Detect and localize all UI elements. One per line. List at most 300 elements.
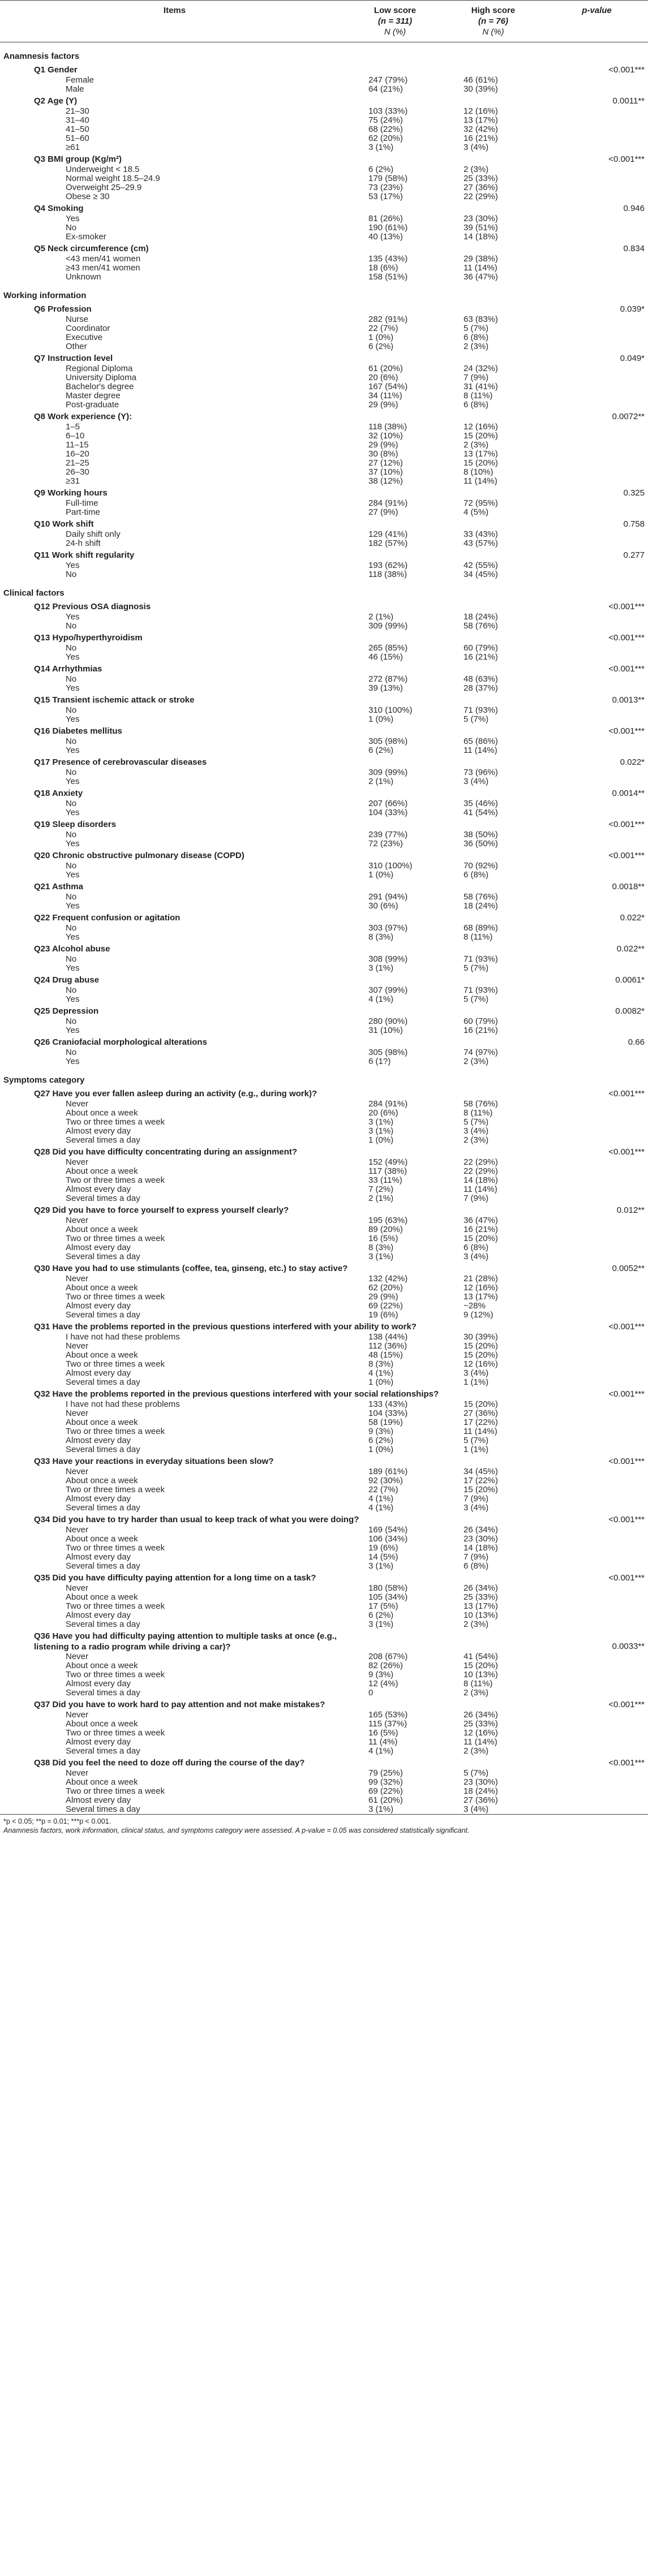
section-row [0,579,648,600]
category-row [0,530,648,539]
category-row [0,432,648,441]
category-label: Post-graduate [66,400,119,410]
category-row [0,737,648,746]
high-score-value: ~28% [464,1301,486,1311]
high-score-value: 22 (29%) [464,192,498,201]
header-low-n: (n = 311) [377,16,413,26]
low-score-value: 72 (23%) [368,839,403,848]
category-row [0,684,648,693]
question-label: Q37 Did you have to work hard to pay attention and not make mistakes? [34,1700,325,1709]
category-label: Almost every day [66,1368,131,1378]
question-row [0,302,648,315]
category-label: <43 men/41 women [66,254,141,264]
question-label: Q1 Gender [34,65,78,75]
section-row [0,282,648,302]
question-high-empty [441,786,546,799]
question-p-value: 0.758 [623,519,645,529]
category-label: 41–50 [66,124,89,134]
category-p-empty [546,737,648,746]
low-score-value: 2 (1%) [368,777,394,786]
category-p-empty [546,468,648,477]
question-p-value: <0.001*** [608,820,645,829]
category-label: ≥43 men/41 women [66,263,140,273]
question-high-empty [441,880,546,893]
category-p-empty [546,539,648,548]
low-score-value: 64 (21%) [368,84,403,94]
question-high-empty [441,63,546,76]
header-p-value [546,1,648,42]
category-p-empty [546,933,648,942]
high-score-value: 15 (20%) [464,431,498,441]
high-score-value: 18 (24%) [464,901,498,911]
category-p-empty [546,777,648,786]
low-score-value: 152 (49%) [368,1157,408,1167]
low-score-value: 38 (12%) [368,476,403,486]
high-score-value: 25 (33%) [464,1719,498,1729]
category-row [0,459,648,468]
question-label: Q25 Depression [34,1006,99,1016]
question-p-value: <0.001*** [608,1515,645,1524]
category-p-empty [546,1679,648,1688]
question-low-empty [349,1629,441,1652]
high-score-value: 16 (21%) [464,1225,498,1234]
header-items: Items [0,1,349,42]
low-score-value: 34 (11%) [368,391,402,400]
category-p-empty [546,995,648,1004]
category-row [0,1562,648,1571]
question-low-empty [349,302,441,315]
question-p-value: 0.0052** [612,1264,645,1273]
question-row [0,1087,648,1100]
high-score-value: 13 (17%) [464,115,498,125]
category-label: Almost every day [66,1301,131,1311]
high-score-value: 5 (7%) [464,324,489,333]
low-score-value: 27 (12%) [368,458,403,468]
category-p-empty [546,1544,648,1553]
high-score-value: 34 (45%) [464,1467,498,1476]
footnote-cell [0,1815,648,1836]
category-row [0,1293,648,1302]
question-row [0,201,648,214]
low-score-value: 179 (58%) [368,174,408,183]
category-p-empty [546,1611,648,1620]
category-p-empty [546,333,648,342]
question-low-empty [349,548,441,561]
category-row [0,508,648,517]
category-label: Several times a day [66,1310,140,1320]
category-p-empty [546,273,648,282]
high-score-value: 13 (17%) [464,449,498,459]
question-high-empty [441,94,546,107]
question-low-empty [349,724,441,737]
low-score-value: 190 (61%) [368,223,408,232]
category-p-empty [546,1369,648,1378]
low-score-value: 180 (58%) [368,1583,408,1593]
category-label: No [66,954,77,964]
low-score-value: 6 (2%) [368,342,394,351]
low-score-value: 4 (1%) [368,1368,394,1378]
category-label: 11–15 [66,440,89,450]
low-score-value: 27 (9%) [368,507,398,517]
category-p-empty [546,1670,648,1679]
category-row [0,1805,648,1815]
high-score-value: 63 (83%) [464,315,498,324]
question-label: Q29 Did you have to force yourself to express yourself clearly? [34,1205,289,1215]
category-label: No [66,768,77,777]
category-label: No [66,985,77,995]
category-row [0,924,648,933]
category-p-empty [546,570,648,579]
category-label: Female [66,75,95,85]
high-score-value: 18 (24%) [464,1786,498,1796]
category-p-empty [546,1485,648,1494]
category-p-empty [546,799,648,808]
category-row [0,653,648,662]
category-p-empty [546,1553,648,1562]
category-p-empty [546,1176,648,1185]
category-p-empty [546,768,648,777]
low-score-value: 29 (9%) [368,1292,398,1302]
category-label: Several times a day [66,1194,140,1203]
category-row [0,1378,648,1387]
low-score-value: 99 (32%) [368,1777,403,1787]
category-row [0,995,648,1004]
high-score-value: 5 (7%) [464,714,489,724]
category-p-empty [546,1729,648,1738]
category-row [0,1670,648,1679]
category-p-empty [546,459,648,468]
low-score-value: 20 (6%) [368,1108,398,1118]
category-row [0,1652,648,1661]
category-p-empty [546,1216,648,1225]
question-low-empty [349,242,441,255]
question-label: Q11 Work shift regularity [34,550,135,560]
category-p-empty [546,1118,648,1127]
question-label: Q2 Age (Y) [34,96,78,106]
low-score-value: 3 (1%) [368,1252,394,1261]
high-score-value: 3 (4%) [464,1126,489,1136]
category-label: No [66,799,77,808]
question-row [0,786,648,799]
high-score-value: 32 (42%) [464,124,498,134]
category-row [0,1400,648,1409]
category-row [0,1494,648,1504]
low-score-value: 20 (6%) [368,373,398,382]
category-label: No [66,705,77,715]
category-p-empty [546,450,648,459]
category-label: Never [66,1216,89,1225]
question-p-value: 0.66 [628,1037,645,1047]
question-label: Q14 Arrhythmias [34,664,102,674]
category-p-empty [546,134,648,143]
category-row [0,1409,648,1418]
question-row [0,973,648,986]
high-score-value: 8 (11%) [464,1679,493,1688]
question-row [0,880,648,893]
category-label: 51–60 [66,133,89,143]
high-score-value: 26 (34%) [464,1710,498,1720]
question-row [0,486,648,499]
category-p-empty [546,871,648,880]
category-p-empty [546,324,648,333]
category-label: Yes [66,214,80,223]
low-score-value: 53 (17%) [368,192,403,201]
category-label: Two or three times a week [66,1485,165,1494]
question-high-empty [441,1454,546,1467]
category-p-empty [546,1769,648,1778]
category-label: Two or three times a week [66,1543,165,1553]
question-high-empty [441,1629,546,1652]
category-row [0,273,648,282]
category-row [0,342,648,351]
category-row [0,986,648,995]
category-p-empty [546,1293,648,1302]
category-p-empty [546,715,648,724]
question-row [0,1629,648,1652]
category-p-empty [546,1109,648,1118]
question-high-empty [441,942,546,955]
low-score-value: 8 (3%) [368,1243,394,1252]
high-score-value: 23 (30%) [464,1534,498,1544]
category-label: Two or three times a week [66,1670,165,1679]
high-score-value: 72 (95%) [464,498,498,508]
question-row [0,1756,648,1769]
category-p-empty [546,1787,648,1796]
category-label: About once a week [66,1418,138,1427]
question-low-empty [349,942,441,955]
high-score-value: 46 (61%) [464,75,498,85]
low-score-value: 29 (9%) [368,400,398,410]
low-score-value: 169 (54%) [368,1525,408,1535]
category-row [0,871,648,880]
category-p-empty [546,1504,648,1513]
high-score-value: 27 (36%) [464,1408,498,1418]
category-row [0,933,648,942]
category-label: Yes [66,839,80,848]
high-score-value: 30 (39%) [464,84,498,94]
low-score-value: 2 (1%) [368,1194,394,1203]
low-score-value: 132 (42%) [368,1274,408,1283]
category-row [0,183,648,192]
low-score-value: 280 (90%) [368,1016,408,1026]
category-label: Never [66,1274,89,1283]
high-score-value: 12 (16%) [464,1359,498,1369]
question-low-empty [349,755,441,768]
category-row [0,1234,648,1243]
high-score-value: 5 (7%) [464,963,489,973]
question-row [0,63,648,76]
high-score-value: 5 (7%) [464,1768,489,1778]
category-p-empty [546,1602,648,1611]
question-low-empty [349,94,441,107]
category-p-empty [546,1234,648,1243]
question-row [0,693,648,706]
question-row [0,242,648,255]
question-high-empty [441,1513,546,1526]
category-p-empty [546,1652,648,1661]
question-p-value: 0.834 [623,244,645,253]
high-score-value: 7 (9%) [464,373,489,382]
category-label: Two or three times a week [66,1117,165,1127]
low-score-value: 3 (1%) [368,1126,394,1136]
category-p-empty [546,373,648,382]
high-score-value: 2 (3%) [464,342,489,351]
question-high-empty [441,548,546,561]
category-label: Almost every day [66,1436,131,1445]
high-score-value: 11 (14%) [464,1737,497,1747]
low-score-value: 6 (2%) [368,1610,394,1620]
question-label: Q8 Work experience (Y): [34,412,132,421]
high-score-value: 12 (16%) [464,422,498,432]
high-score-value: 23 (30%) [464,214,498,223]
category-p-empty [546,499,648,508]
high-score-value: 16 (21%) [464,652,498,662]
question-p-value: 0.0072** [612,412,645,421]
section-title: Anamnesis factors [3,51,80,61]
low-score-value: 12 (4%) [368,1679,398,1688]
question-row [0,1698,648,1711]
category-p-empty [546,342,648,351]
question-label: Q23 Alcohol abuse [34,944,110,954]
high-score-value: 3 (4%) [464,143,489,152]
category-p-empty [546,477,648,486]
question-label: Q6 Profession [34,304,92,314]
category-p-empty [546,1017,648,1026]
category-row [0,174,648,183]
high-score-value: 65 (86%) [464,736,498,746]
low-score-value: 22 (7%) [368,324,398,333]
low-score-value: 18 (6%) [368,263,398,273]
question-label: Q18 Anxiety [34,789,83,798]
high-score-value: 1 (1%) [464,1377,489,1387]
header-low-score [349,1,441,42]
category-p-empty [546,1562,648,1571]
category-row [0,902,648,911]
low-score-value: 30 (6%) [368,901,398,911]
low-score-value: 118 (38%) [368,422,407,432]
category-label: Several times a day [66,1445,140,1454]
category-label: No [66,643,77,653]
category-label: Almost every day [66,1795,131,1805]
question-p-value: <0.001*** [608,726,645,736]
category-label: Regional Diploma [66,364,133,373]
category-p-empty [546,85,648,94]
category-p-empty [546,653,648,662]
category-label: Yes [66,683,80,693]
category-label: Two or three times a week [66,1786,165,1796]
category-p-empty [546,1342,648,1351]
category-row [0,125,648,134]
category-p-empty [546,1302,648,1311]
category-row [0,955,648,964]
high-score-value: 14 (18%) [464,1175,498,1185]
category-p-empty [546,1351,648,1360]
question-low-empty [349,486,441,499]
question-label: Q4 Smoking [34,204,84,213]
category-p-empty [546,382,648,391]
question-p-value: 0.022** [616,944,645,954]
category-p-empty [546,1311,648,1320]
low-score-value: 239 (77%) [368,830,408,839]
high-score-value: 8 (11%) [464,391,493,400]
high-score-value: 71 (93%) [464,705,498,715]
category-label: No [66,1016,77,1026]
high-score-value: 25 (33%) [464,174,498,183]
low-score-value: 282 (91%) [368,315,408,324]
category-row [0,839,648,848]
category-label: Never [66,1768,89,1778]
question-low-empty [349,911,441,924]
high-score-value: 7 (9%) [464,1494,489,1504]
low-score-value: 1 (0%) [368,714,394,724]
category-row [0,1796,648,1805]
high-score-value: 70 (92%) [464,861,498,871]
question-high-empty [441,1320,546,1333]
low-score-value: 310 (100%) [368,861,413,871]
low-score-value: 31 (10%) [368,1026,403,1035]
category-label: Almost every day [66,1679,131,1688]
question-p-value: <0.001*** [608,1147,645,1157]
category-p-empty [546,1057,648,1066]
high-score-value: 16 (21%) [464,1026,498,1035]
high-score-value: 38 (50%) [464,830,498,839]
category-p-empty [546,613,648,622]
low-score-value: 46 (15%) [368,652,403,662]
low-score-value: 37 (10%) [368,467,403,477]
question-high-empty [441,724,546,737]
question-label: Q15 Transient ischemic attack or stroke [34,695,195,705]
category-row [0,1593,648,1602]
category-row [0,1747,648,1756]
category-p-empty [546,561,648,570]
category-label: About once a week [66,1777,138,1787]
question-high-empty [441,1261,546,1274]
low-score-value: 284 (91%) [368,498,408,508]
category-row [0,1360,648,1369]
category-label: No [66,861,77,871]
low-score-value: 4 (1%) [368,1494,394,1504]
category-p-empty [546,423,648,432]
high-score-value: 43 (57%) [464,539,498,548]
high-score-value: 15 (20%) [464,1234,498,1243]
category-p-empty [546,1167,648,1176]
category-label: Never [66,1467,89,1476]
category-label: Yes [66,1026,80,1035]
category-p-empty [546,174,648,183]
low-score-value: 39 (13%) [368,683,403,693]
table-body [0,42,648,1815]
low-score-value: 9 (3%) [368,1427,394,1436]
category-row [0,1584,648,1593]
low-score-value: 3 (1%) [368,963,394,973]
category-label: Never [66,1525,89,1535]
high-score-value: 2 (3%) [464,440,489,450]
category-row [0,107,648,116]
low-score-value: 103 (33%) [368,106,408,116]
low-score-value: 61 (20%) [368,1795,403,1805]
high-score-value: 71 (93%) [464,985,498,995]
category-p-empty [546,1283,648,1293]
category-label: Male [66,84,84,94]
category-row [0,116,648,125]
header-high-unit: N (%) [482,27,504,37]
category-label: Almost every day [66,1184,131,1194]
category-label: No [66,674,77,684]
category-row [0,1769,648,1778]
high-score-value: 17 (22%) [464,1418,498,1427]
category-p-empty [546,1584,648,1593]
question-low-empty [349,1145,441,1158]
